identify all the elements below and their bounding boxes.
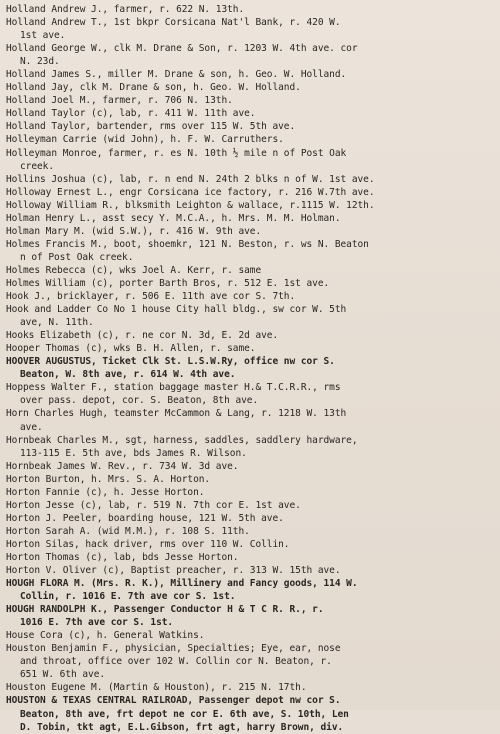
- directory-entry: [6, 42, 496, 68]
- entry-line: Hornbeak James W. Rev., r. 734 W. 3d ave.: [6, 460, 239, 472]
- directory-entry: [6, 629, 496, 642]
- entry-line: Horton V. Oliver (c), Baptist preacher, r. 313 W. 15th ave.: [6, 565, 341, 577]
- entry-continuation-line: creek.: [20, 160, 55, 172]
- directory-entry: [6, 81, 496, 94]
- directory-entry: [6, 199, 496, 212]
- entry-line: Hoppess Walter F., station baggage master H.& T.C.R.R., rms: [6, 382, 341, 394]
- entry-line: Houston Benjamin F., physician, Specialties; Eye, ear, nose: [6, 643, 341, 655]
- entry-line: Hook and Ladder Co No 1 house City hall bldg., sw cor W. 5th: [6, 304, 347, 316]
- entry-continuation-line: N. 23d.: [20, 56, 60, 68]
- entry-continuation-line: 1016 E. 7th ave cor S. 1st.: [20, 617, 174, 629]
- entry-line: Holland Andrew J., farmer, r. 622 N. 13th.: [6, 4, 245, 15]
- entry-line: Holloway William R., blksmith Leighton & wallace, r.1115 W. 12th.: [6, 199, 375, 211]
- entry-line: House Cora (c), h. General Watkins.: [6, 630, 205, 642]
- directory-entry: [6, 551, 496, 564]
- directory-entry: [6, 577, 496, 603]
- directory-entry: [6, 342, 496, 355]
- directory-entry: [6, 107, 496, 120]
- entry-line: Holland Taylor, bartender, rms over 115 W. 5th ave.: [6, 121, 296, 133]
- entry-line: Horton Sarah A. (wid M.M.), r. 108 S. 11th.: [6, 525, 250, 537]
- entry-continuation-line: over pass. depot, cor. S. Beaton, 8th ave.: [20, 395, 259, 407]
- entry-line: Holland George W., clk M. Drane & Son, r. 1203 W. 4th ave. cor: [6, 43, 358, 55]
- directory-entry: [6, 460, 496, 473]
- entry-continuation-line: 651 W. 6th ave.: [20, 669, 106, 681]
- directory-entry: [6, 238, 496, 264]
- directory-entry: [6, 525, 496, 538]
- entry-continuation-line: ave, N. 11th.: [20, 317, 94, 329]
- entry-line: Horton Thomas (c), lab, bds Jesse Horton.: [6, 551, 239, 563]
- entry-line: Holloway Ernest L., engr Corsicana ice factory, r. 216 W.7th ave.: [6, 186, 375, 198]
- entry-line: Holmes Rebecca (c), wks Joel A. Kerr, r. same: [6, 264, 262, 276]
- entry-line: HOUSTON & TEXAS CENTRAL RAILROAD, Passenger depot nw cor S.: [6, 695, 341, 707]
- entry-line: Holmes William (c), porter Barth Bros, r. 512 E. 1st ave.: [6, 277, 330, 289]
- entry-continuation-line: 1st ave.: [20, 30, 66, 42]
- directory-entry: [6, 173, 496, 186]
- entry-line: Holland James S., miller M. Drane & son, h. Geo. W. Holland.: [6, 69, 347, 81]
- directory-entry: [6, 3, 496, 16]
- entry-line: Hook J., bricklayer, r. 506 E. 11th ave cor S. 7th.: [6, 291, 296, 303]
- entry-line: Horton Burton, h. Mrs. S. A. Horton.: [6, 473, 211, 485]
- entry-line: Hooks Elizabeth (c), r. ne cor N. 3d, E. 2d ave.: [6, 330, 279, 342]
- entry-continuation-line: Beaton, 8th ave, frt depot ne cor E. 6th ave, S. 10th, Len: [20, 708, 349, 720]
- directory-entry: [6, 120, 496, 133]
- entry-line: Horton J. Peeler, boarding house, 121 W. 5th ave.: [6, 512, 284, 524]
- directory-entry: [6, 473, 496, 486]
- directory-entry: [6, 212, 496, 225]
- directory-entries: [6, 3, 496, 734]
- directory-entry: [6, 694, 496, 733]
- directory-entry: [6, 16, 496, 42]
- directory-entry: [6, 329, 496, 342]
- entry-line: HOUGH RANDOLPH K., Passenger Conductor H & T C R. R., r.: [6, 604, 324, 616]
- directory-entry: [6, 642, 496, 681]
- entry-line: Holland Jay, clk M. Drane & son, h. Geo. W. Holland.: [6, 82, 301, 94]
- entry-line: HOUGH FLORA M. (Mrs. R. K.), Millinery and Fancy goods, 114 W.: [6, 578, 358, 590]
- directory-entry: [6, 486, 496, 499]
- entry-line: Holman Henry L., asst secy Y. M.C.A., h. Mrs. M. M. Holman.: [6, 212, 341, 224]
- directory-entry: [6, 538, 496, 551]
- directory-entry: [6, 434, 496, 460]
- entry-line: Horton Fannie (c), h. Jesse Horton.: [6, 486, 205, 498]
- entry-continuation-line: Collin, r. 1016 E. 7th ave cor S. 1st.: [20, 591, 236, 603]
- entry-line: Hooper Thomas (c), wks B. H. Allen, r. same.: [6, 343, 256, 355]
- entry-line: Horton Silas, hack driver, rms over 110 W. Collin.: [6, 538, 290, 550]
- entry-line: Holman Mary M. (wid S.W.), r. 416 W. 9th ave.: [6, 225, 262, 237]
- entry-continuation-line: and throat, office over 102 W. Collin cor N. Beaton, r.: [20, 656, 332, 668]
- entry-line: HOOVER AUGUSTUS, Ticket Clk St. L.S.W.Ry, office nw cor S.: [6, 356, 335, 368]
- entry-continuation-line: Beaton, W. 8th ave, r. 614 W. 4th ave.: [20, 369, 236, 381]
- directory-entry: [6, 133, 496, 146]
- entry-line: Holland Joel M., farmer, r. 706 N. 13th.: [6, 95, 233, 107]
- entry-line: Hollins Joshua (c), lab, r. n end N. 24th 2 blks n of W. 1st ave.: [6, 173, 375, 185]
- directory-entry: [6, 264, 496, 277]
- directory-entry: [6, 290, 496, 303]
- directory-entry: [6, 68, 496, 81]
- directory-entry: [6, 603, 496, 629]
- entry-line: Hornbeak Charles M., sgt, harness, saddles, saddlery hardware,: [6, 434, 358, 446]
- directory-entry: [6, 681, 496, 694]
- entry-line: Horn Charles Hugh, teamster McCammon & Lang, r. 1218 W. 13th: [6, 408, 347, 420]
- entry-continuation-line: ave.: [20, 421, 43, 433]
- directory-entry: [6, 225, 496, 238]
- directory-entry: [6, 407, 496, 433]
- entry-line: Horton Jesse (c), lab, r. 519 N. 7th cor E. 1st ave.: [6, 499, 301, 511]
- entry-line: Holleyman Carrie (wid John), h. F. W. Carruthers.: [6, 134, 284, 146]
- directory-entry: [6, 303, 496, 329]
- entry-line: Holland Taylor (c), lab, r. 411 W. 11th ave.: [6, 108, 256, 120]
- directory-entry: [6, 499, 496, 512]
- directory-entry: [6, 512, 496, 525]
- entry-line: Holleyman Monroe, farmer, r. es N. 10th ½ mile n of Post Oak: [6, 147, 347, 159]
- entry-continuation-line: D. Tobin, tkt agt, E.L.Gibson, frt agt, harry Brown, div.: [20, 721, 344, 733]
- directory-entry: [6, 381, 496, 407]
- entry-line: Houston Eugene M. (Martin & Houston), r. 215 N. 17th.: [6, 682, 307, 694]
- entry-continuation-line: 113-115 E. 5th ave, bds James R. Wilson.: [20, 447, 247, 459]
- entry-line: Holland Andrew T., 1st bkpr Corsicana Nat'l Bank, r. 420 W.: [6, 17, 341, 29]
- directory-entry: [6, 355, 496, 381]
- directory-entry: [6, 186, 496, 199]
- directory-entry: [6, 94, 496, 107]
- directory-entry: [6, 147, 496, 173]
- directory-entry: [6, 277, 496, 290]
- entry-line: Holmes Francis M., boot, shoemkr, 121 N. Beston, r. ws N. Beaton: [6, 238, 369, 250]
- directory-entry: [6, 564, 496, 577]
- entry-continuation-line: n of Post Oak creek.: [20, 251, 134, 263]
